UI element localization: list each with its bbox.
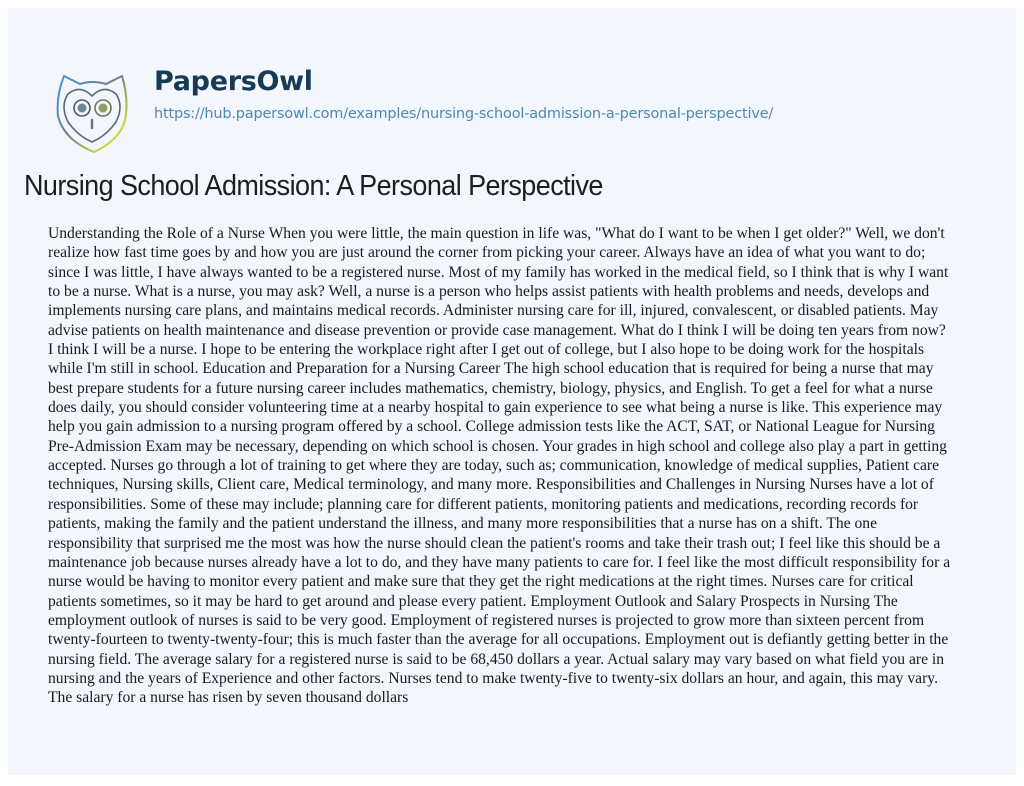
body-line: advise patients on health maintenance and disease prevention or provide case management. What do I think I will be doing ten years from now? — [48, 321, 946, 339]
body-line: techniques, Nursing skills, Client care, Medical terminology, and many more. Responsibilities and Challenges in Nursing Nurses have a lot of — [48, 476, 934, 494]
body-line: while I'm still in school. Education and Preparation for a Nursing Career The high school education that is required for being a nurse that may — [48, 360, 934, 378]
body-line: to be a nurse. What is a nurse, you may ask? Well, a nurse is a person who helps assist patients with health problems and needs, develops and — [48, 283, 930, 301]
article-body — [48, 224, 1008, 708]
body-line: best prepare students for a future nursing career includes mathematics, chemistry, biology, physics, and English. To get a feel for what a nurse — [48, 379, 933, 397]
body-line: does daily, you should consider volunteering time at a nearby hospital to gain experience to see what being a nurse is like. This experience may — [48, 399, 943, 417]
brand-name[interactable]: PapersOwl — [154, 66, 313, 97]
body-line: nurse would be having to monitor every patient and make sure that they get the right medications at the right times. Nurses care for critical — [48, 573, 914, 591]
body-line: responsibility that surprised me the most was how the nurse should clean the patient's rooms and take their trash out; I feel like this should be a — [48, 534, 941, 552]
body-line: patients, making the family and the patient understand the illness, and many more responsibilities that a nurse has on a shift. The one — [48, 515, 878, 533]
body-line: twenty-fourteen to twenty-twenty-four; this is much faster than the average for all occupations. Employment out is defiantly getting better in the — [48, 631, 949, 649]
body-line: The salary for a nurse has risen by seven thousand dollars — [48, 689, 409, 707]
body-line: since I was little, I have always wanted to be a registered nurse. Most of my family has worked in the medical field, so I think that is why I want — [48, 263, 949, 281]
body-line: I think I will be a nurse. I hope to be entering the workplace right after I get out of college, but I also hope to be doing work for the hospitals — [48, 341, 925, 359]
page-title: Nursing School Admission: A Personal Perspective — [24, 170, 603, 202]
source-url-link[interactable]: https://hub.papersowl.com/examples/nursing-school-admission-a-personal-perspective/ — [154, 106, 774, 122]
body-line: employment outlook of nurses is said to be very good. Employment of registered nurses is projected to grow more than sixteen percent from — [48, 611, 925, 629]
body-line: implements nursing care plans, and maintains medical records. Administer nursing care for ill, injured, convalescent, or disabled patients. May — [48, 302, 939, 320]
body-line: help you gain admission to a nursing program offered by a school. College admission tests like the ACT, SAT, or National League for Nursing — [48, 418, 935, 436]
body-line: nursing field. The average salary for a registered nurse is said to be 68,450 dollars a year. Actual salary may vary based on what field you are in — [48, 650, 945, 668]
body-line: nursing and the years of Experience and other factors. Nurses tend to make twenty-five to twenty-six dollars an hour, and again, this may vary. — [48, 669, 938, 687]
owl-logo-icon — [50, 66, 134, 158]
document-card — [8, 8, 1016, 775]
body-line: responsibilities. Some of these may include; planning care for different patients, monitoring patients and medications, recording records for — [48, 495, 919, 513]
body-line: patients sometimes, so it may be hard to get around and please every patient. Employment Outlook and Salary Prospects in Nursing The — [48, 592, 898, 610]
body-line: realize how fast time goes by and how you are just around the corner from picking your career. Always have an idea of what you want to do; — [48, 244, 926, 262]
body-line: Understanding the Role of a Nurse When you were little, the main question in life was, "What do I want to be when I get older?" Well, we don't — [48, 225, 945, 242]
body-line: maintenance job because nurses already have a lot to do, and they have many patients to care for. I feel like the most difficult responsibility for a — [48, 553, 951, 571]
body-line: Pre-Admission Exam may be necessary, depending on which school is chosen. Your grades in high school and college also play a part in getting — [48, 437, 947, 455]
body-line: accepted. Nurses go through a lot of training to get where they are today, such as; communication, knowledge of medical supplies, Patient care — [48, 457, 940, 475]
